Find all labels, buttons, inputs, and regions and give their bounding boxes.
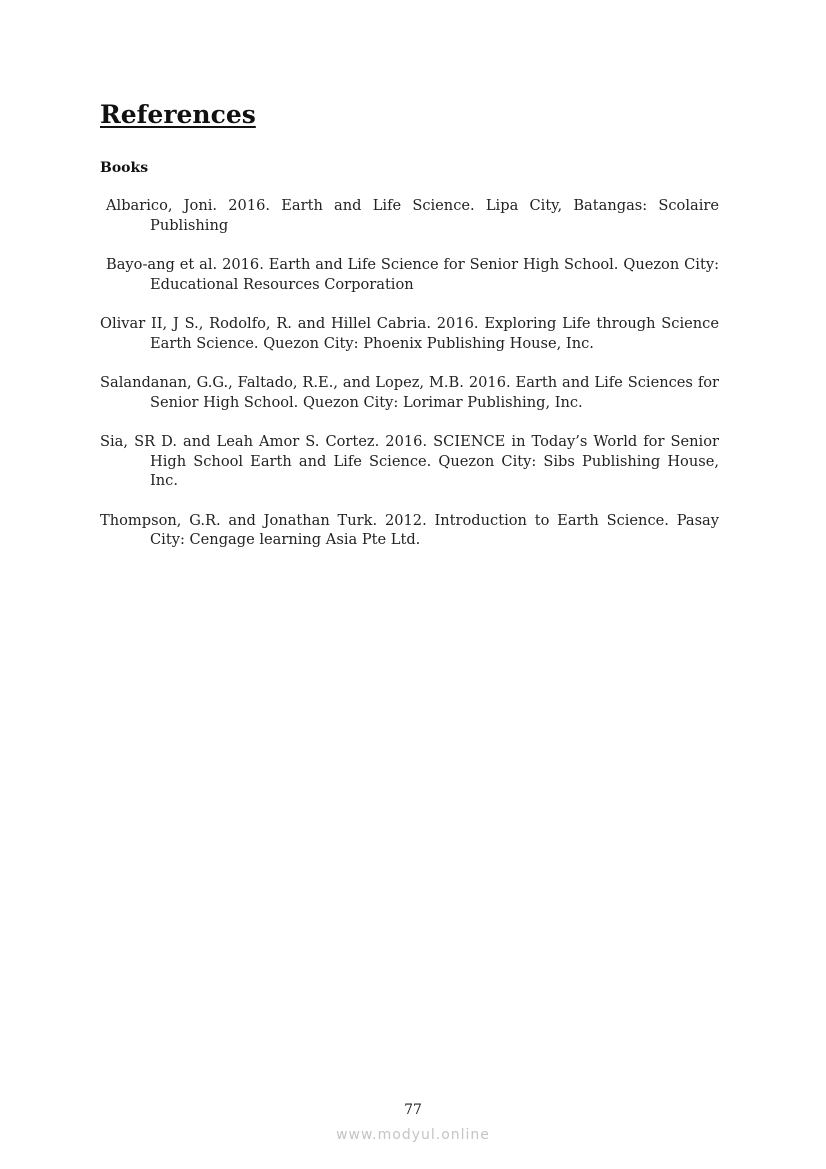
section-heading-books: Books [100, 160, 149, 176]
reference-list [100, 196, 719, 570]
reference-item: Albarico, Joni. 2016. Earth and Life Science. Lipa City, Batangas: Scolaire Publishing [106, 197, 719, 234]
reference-item: Thompson, G.R. and Jonathan Turk. 2012. Introduction to Earth Science. Pasay City: Cengage learning Asia Pte Ltd. [100, 511, 719, 548]
reference-item: Salandanan, G.G., Faltado, R.E., and Lopez, M.B. 2016. Earth and Life Sciences for Senior High School. Quezon City: Lorimar Publishing, Inc. [100, 374, 719, 411]
reference-item: Olivar II, J S., Rodolfo, R. and Hillel Cabria. 2016. Exploring Life through Science Earth Science. Quezon City: Phoenix Publishing House, Inc. [100, 315, 719, 352]
page-title: References [100, 100, 256, 129]
reference-item: Sia, SR D. and Leah Amor S. Cortez. 2016. SCIENCE in Today’s World for Senior High School Earth and Life Science. Quezon City: Sibs Publishing House, Inc. [100, 433, 719, 489]
reference-item: Bayo-ang et al. 2016. Earth and Life Science for Senior High School. Quezon City: Educational Resources Corporation [106, 256, 719, 293]
watermark: www.modyul.online [336, 1127, 490, 1143]
page-number: 77 [404, 1102, 422, 1118]
